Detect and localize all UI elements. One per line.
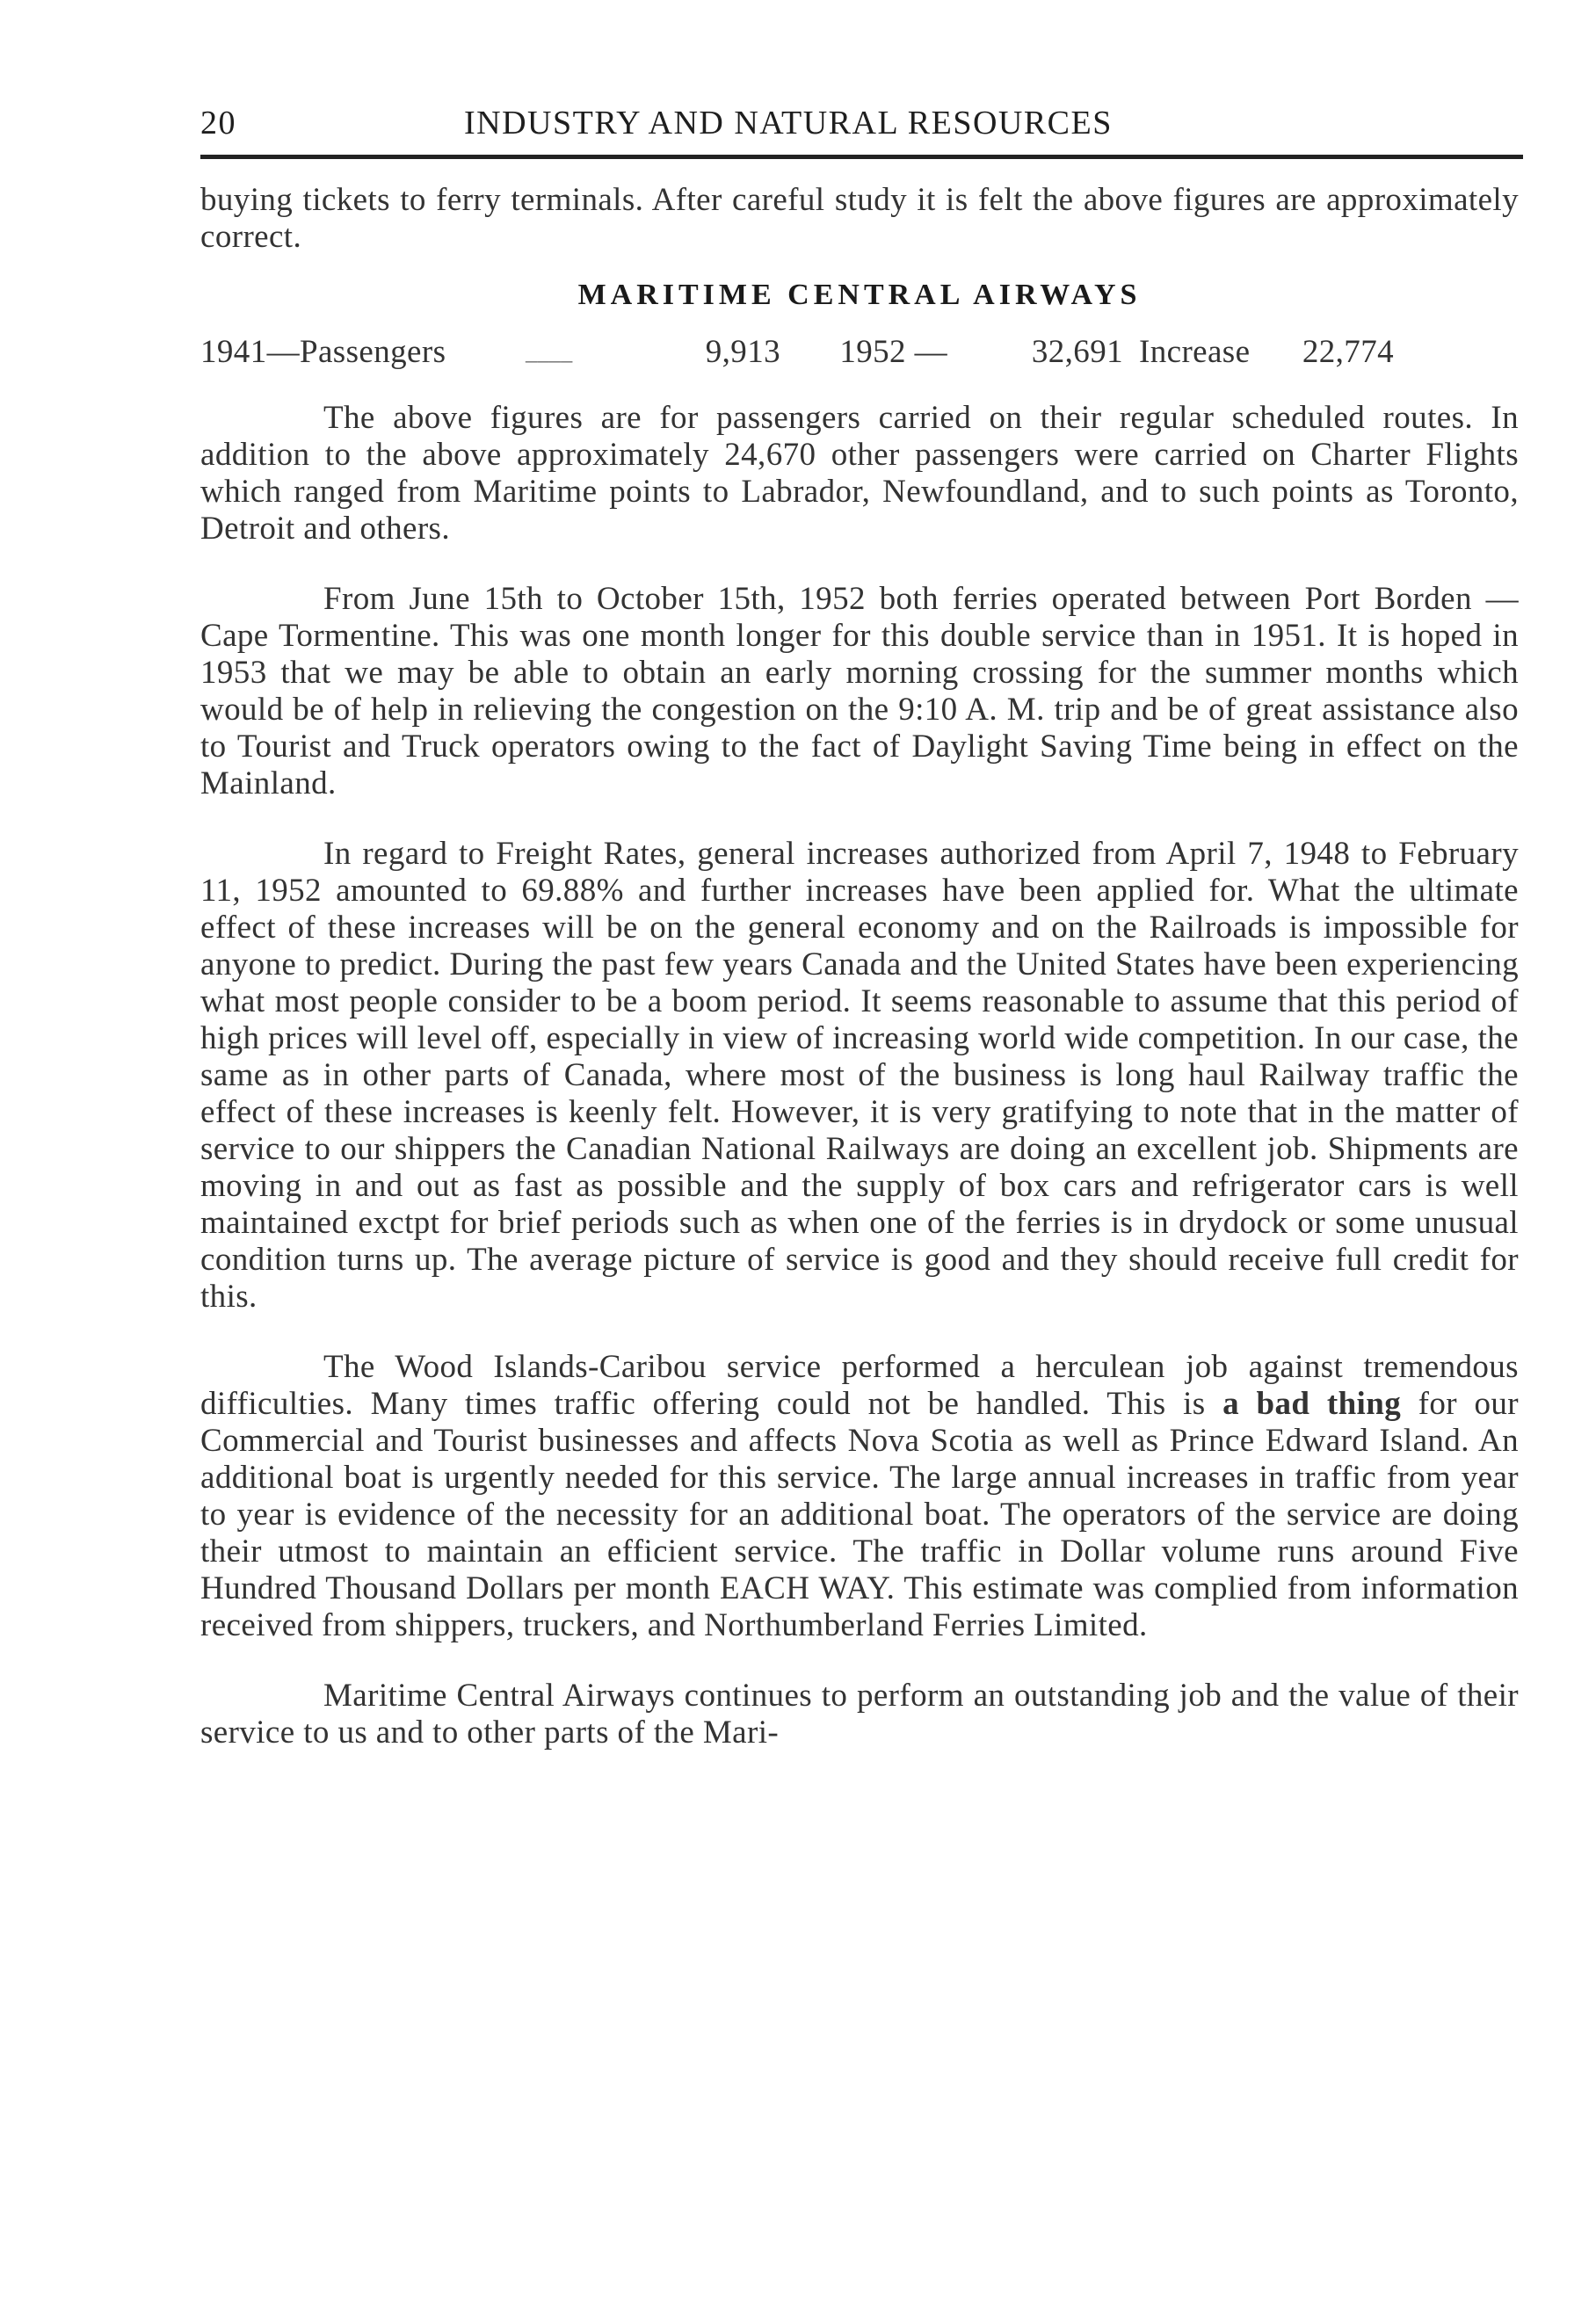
document-page: [200, 95, 1519, 1751]
section-heading: MARITIME CENTRAL AIRWAYS: [577, 279, 1142, 311]
intro-paragraph: buying tickets to ferry terminals. After careful study it is felt the above figures are approximately correct.: [200, 182, 1519, 255]
wood-islands-text-a: The Wood Islands-Caribou service performed a herculean job against tremendous difficulties. Many times traffic offering could not be handled. This is: [200, 1349, 1519, 1422]
page-number: 20: [200, 105, 236, 141]
header-rule: [200, 155, 1523, 159]
paragraph-freight-rates: In regard to Freight Rates, general increases authorized from April 7, 1948 to February 11, 1952 amounted to 69.88% and further increases have been applied for. What the ultimate effect of these increases will be on the general economy and on the Railroads is impossible for anyone to predict. During the past few years Canada and the United States have been experiencing what most people consider to be a boom period. It seems reasonable to assume that this period of high prices will level off, especially in view of increasing world wide competition. In our case, the same as in other parts of Canada, where most of the business is long haul Railway traffic the effect of these increases is keenly felt. However, it is very gratifying to note that in the matter of service to our shippers the Canadian National Railways are doing an excellent job. Shipments are moving in and out as fast as possible and the supply of box cars and refrigerator cars is well maintained exctpt for brief periods such as when one of the ferries is in drydock or some unusual condition turns up. The average picture of service is good and they should receive full credit for this.: [200, 836, 1519, 1315]
stats-increase-label: Increase: [1139, 334, 1251, 370]
paragraph-wood-islands: [200, 1349, 1519, 1644]
stats-label-1941: 1941—Passengers: [200, 334, 446, 370]
paragraph-maritime-central: Maritime Central Airways continues to perform an outstanding job and the value of their service to us and to other parts of the Mari-: [200, 1678, 1519, 1751]
paragraph-ferries: From June 15th to October 15th, 1952 both ferries operated between Port Borden — Cape Tormentine. This was one month longer for this double service than in 1951. It is hoped in 1953 that we may be able to obtain an early morning crossing for the summer months which would be of help in relieving the congestion on the 9:10 A. M. trip and be of great assistance also to Tourist and Truck operators owing to the fact of Daylight Saving Time being in effect on the Mainland.: [200, 581, 1519, 801]
body-text: [200, 182, 1519, 1751]
wood-islands-bold-phrase: a bad thing: [1222, 1386, 1402, 1422]
passenger-stats-row: 1941—Passengers ____ 9,913 1952 — 32,691 Increase 22,774: [200, 331, 1519, 373]
running-head: INDUSTRY AND NATURAL RESOURCES: [464, 105, 1113, 141]
wood-islands-text-b: for our Commercial and Tourist businesses and affects Nova Scotia as well as Prince Edward Island. An additional boat is urgently needed for this service. The large annual increases in traffic from year to year is evidence of the necessity for an additional boat. The operators of the service are doing their utmost to maintain an efficient service. The traffic in Dollar volume runs around Five Hundred Thousand Dollars per month EACH WAY. This estimate was complied from information received from shippers, truckers, and Northumberland Ferries Limited.: [200, 1386, 1520, 1643]
stats-increase-value: 22,774: [1302, 334, 1394, 370]
stats-label-1952: 1952 —: [839, 334, 947, 370]
paragraph-scheduled-routes: The above figures are for passengers carried on their regular scheduled routes. In addition to the above approximately 24,670 other passengers were carried on Charter Flights which ranged from Maritime points to Labrador, Newfoundland, and to such points as Toronto, Detroit and others.: [200, 400, 1519, 547]
stats-value-1941: 9,913: [705, 334, 780, 370]
page-header: [200, 95, 1519, 144]
stats-value-1952: 32,691: [1031, 334, 1123, 370]
